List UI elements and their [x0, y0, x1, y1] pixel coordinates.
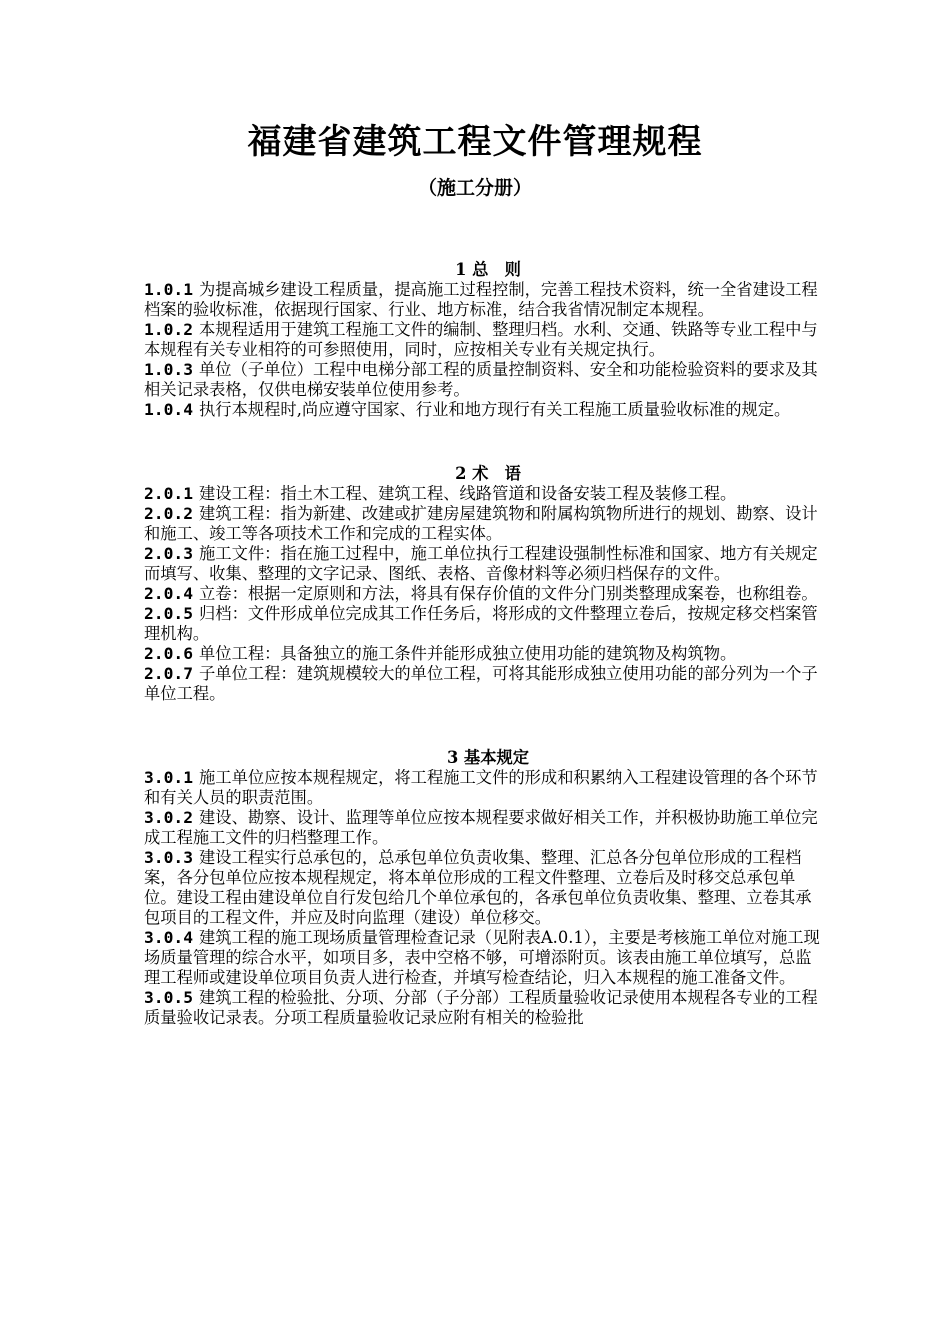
clause-number: 1.0.4 [144, 400, 194, 419]
clause-text: 建设、勘察、设计、监理等单位应按本规程要求做好相关工作，并积极协助施工单位完成工程施工文件的归档整理工作。 [144, 808, 818, 847]
clause-number: 2.0.7 [144, 664, 194, 683]
clause [144, 484, 820, 504]
clause-number: 1.0.3 [144, 360, 194, 379]
clause-number: 2.0.6 [144, 644, 194, 663]
clause-text: 为提高城乡建设工程质量，提高施工过程控制，完善工程技术资料，统一全省建设工程档案的验收标准，依据现行国家、行业、地方标准，结合我省情况制定本规程。 [144, 280, 818, 319]
clause [144, 584, 820, 604]
section-spacer [144, 704, 820, 748]
clause [144, 848, 820, 928]
section-terms [144, 464, 820, 704]
clause-number: 2.0.5 [144, 604, 194, 623]
section-heading: 2 术 语 [455, 464, 521, 483]
clause [144, 280, 820, 320]
clause-text: 施工单位应按本规程规定，将工程施工文件的形成和积累纳入工程建设管理的各个环节和有关人员的职责范围。 [144, 768, 818, 807]
section-spacer [144, 420, 820, 464]
clause [144, 988, 820, 1028]
document-body [144, 260, 820, 1028]
clause-number: 1.0.1 [144, 280, 194, 299]
clause [144, 664, 820, 704]
clause-text: 建设工程：指土木工程、建筑工程、线路管道和设备安装工程及装修工程。 [199, 484, 737, 503]
document-subtitle: （施工分册） [417, 177, 532, 199]
clause-text: 单位（子单位）工程中电梯分部工程的质量控制资料、安全和功能检验资料的要求及其相关记录表格，仅供电梯安装单位使用参考。 [144, 360, 818, 399]
section-heading: 1 总 则 [455, 260, 521, 279]
clause-text: 立卷：根据一定原则和方法，将具有保存价值的文件分门别类整理成案卷，也称组卷。 [199, 584, 818, 603]
clause [144, 504, 820, 544]
clause-text: 子单位工程：建筑规模较大的单位工程，可将其能形成独立使用功能的部分列为一个子单位工程。 [144, 664, 818, 703]
clause [144, 928, 820, 988]
clause-text: 单位工程：具备独立的施工条件并能形成独立使用功能的建筑物及构筑物。 [199, 644, 737, 663]
section-general [144, 260, 820, 420]
clause-text: 建筑工程的检验批、分项、分部（子分部）工程质量验收记录使用本规程各专业的工程质量验收记录表。分项工程质量验收记录应附有相关的检验批 [144, 988, 818, 1027]
clause-number: 2.0.3 [144, 544, 194, 563]
clause-text: 施工文件：指在施工过程中，施工单位执行工程建设强制性标准和国家、地方有关规定而填写、收集、整理的文字记录、图纸、表格、音像材料等必须归档保存的文件。 [144, 544, 818, 583]
clause-number: 3.0.3 [144, 848, 194, 867]
clause-number: 3.0.4 [144, 928, 194, 947]
clause-text: 建筑工程的施工现场质量管理检查记录（见附表A.0.1），主要是考核施工单位对施工现场质量管理的综合水平，如项目多，表中空格不够，可增添附页。该表由施工单位填写，总监理工程师或建设单位项目负责人进行检查，并填写检查结论，归入本规程的施工准备文件。 [144, 928, 820, 987]
clause-text: 执行本规程时,尚应遵守国家、行业和地方现行有关工程施工质量验收标准的规定。 [199, 400, 791, 419]
clause-text: 建设工程实行总承包的，总承包单位负责收集、整理、汇总各分包单位形成的工程档案，各分包单位应按本规程规定，将本单位形成的工程文件整理、立卷后及时移交总承包单位。建设工程由建设单位自行发包给几个单位承包的，各承包单位负责收集、整理、立卷其承包项目的工程文件，并应及时向监理（建设）单位移交。 [144, 848, 812, 927]
clause [144, 808, 820, 848]
clause-number: 2.0.1 [144, 484, 194, 503]
clause-number: 3.0.5 [144, 988, 194, 1007]
section-heading: 3 基本规定 [446, 748, 530, 767]
clause [144, 604, 820, 644]
clause [144, 320, 820, 360]
clause-number: 2.0.4 [144, 584, 194, 603]
clause-text: 建筑工程：指为新建、改建或扩建房屋建筑物和附属构筑物所进行的规划、勘察、设计和施工、竣工等各项技术工作和完成的工程实体。 [144, 504, 818, 543]
clause [144, 360, 820, 400]
clause-number: 3.0.1 [144, 768, 194, 787]
clause-text: 归档：文件形成单位完成其工作任务后，将形成的文件整理立卷后，按规定移交档案管理机构。 [144, 604, 818, 643]
clause-number: 1.0.2 [144, 320, 194, 339]
document-title: 福建省建筑工程文件管理规程 [247, 122, 703, 162]
clause-number: 2.0.2 [144, 504, 194, 523]
clause [144, 544, 820, 584]
section-basic-rules [144, 748, 820, 1028]
clause [144, 400, 820, 420]
clause [144, 768, 820, 808]
clause [144, 644, 820, 664]
clause-number: 3.0.2 [144, 808, 194, 827]
clause-text: 本规程适用于建筑工程施工文件的编制、整理归档。水利、交通、铁路等专业工程中与本规程有关专业相符的可参照使用，同时，应按相关专业有关规定执行。 [144, 320, 818, 359]
